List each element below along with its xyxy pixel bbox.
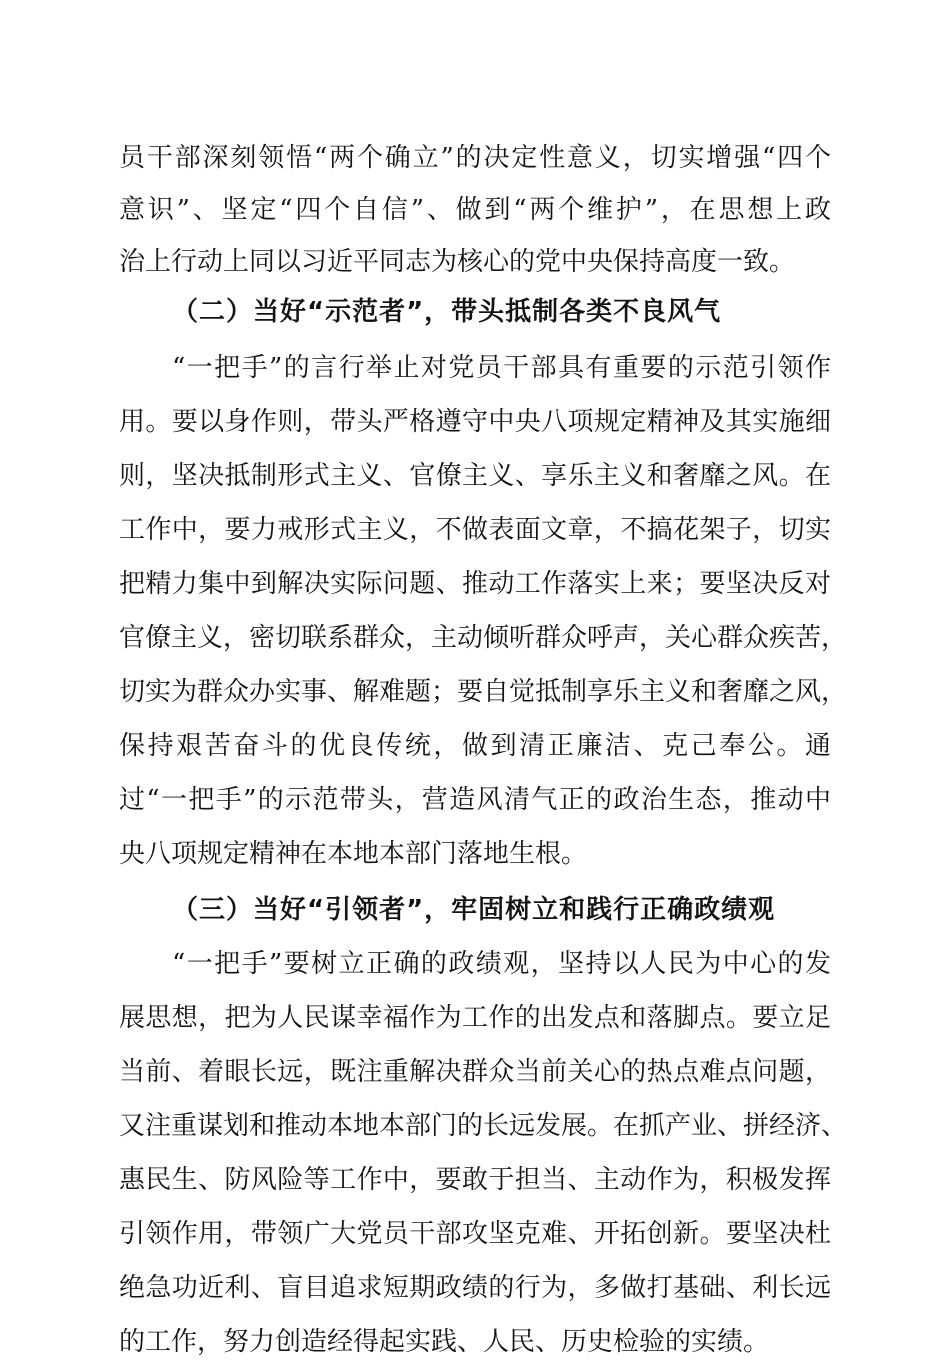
paragraph-line: 治上行动上同以习近平同志为核心的党中央保持高度一致。	[119, 247, 796, 277]
paragraph-line: “一把手”要树立正确的政绩观，坚持以人民为中心的发	[172, 949, 831, 979]
paragraph-line: 把精力集中到解决实际问题、推动工作落实上来；要坚决反对	[119, 569, 831, 599]
paragraph-line: 则，坚决抵制形式主义、官僚主义、享乐主义和奢靡之风。在	[119, 461, 831, 491]
paragraph-line: 当前、着眼长远，既注重解决群众当前关心的热点难点问题，	[119, 1057, 831, 1087]
paragraph-line: 意识”、坚定“四个自信”、做到“两个维护”，在思想上政	[119, 195, 831, 225]
paragraph-line: “一把手”的言行举止对党员干部具有重要的示范引领作	[172, 353, 831, 383]
paragraph-line: 绝急功近利、盲目追求短期政绩的行为，多做打基础、利长远	[119, 1273, 831, 1303]
paragraph-line: 惠民生、防风险等工作中，要敢于担当、主动作为，积极发挥	[119, 1165, 831, 1195]
section-heading-2: （二）当好“示范者”，带头抵制各类不良风气	[172, 297, 722, 327]
paragraph-line: 用。要以身作则，带头严格遵守中央八项规定精神及其实施细	[119, 407, 831, 437]
paragraph-line: 工作中，要力戒形式主义，不做表面文章，不搞花架子，切实	[119, 515, 831, 545]
paragraph-line: 过“一把手”的示范带头，营造风清气正的政治生态，推动中	[119, 785, 831, 815]
paragraph-line: 又注重谋划和推动本地本部门的长远发展。在抓产业、拼经济、	[119, 1111, 848, 1141]
section-heading-3: （三）当好“引领者”，牢固树立和践行正确政绩观	[172, 895, 776, 925]
paragraph-line: 保持艰苦奋斗的优良传统，做到清正廉洁、克己奉公。通	[119, 731, 831, 761]
paragraph-line: 的工作，努力创造经得起实践、人民、历史检验的实绩。	[119, 1327, 770, 1357]
paragraph-line: 官僚主义，密切联系群众，主动倾听群众呼声，关心群众疾苦，	[119, 623, 848, 653]
paragraph-line: 切实为群众办实事、解难题；要自觉抵制享乐主义和奢靡之风，	[119, 677, 848, 707]
paragraph-line: 员干部深刻领悟“两个确立”的决定性意义，切实增强“四个	[119, 143, 831, 173]
paragraph-line: 央八项规定精神在本地本部门落地生根。	[119, 839, 588, 869]
paragraph-line: 展思想，把为人民谋幸福作为工作的出发点和落脚点。要立足	[119, 1003, 831, 1033]
paragraph-line: 引领作用，带领广大党员干部攻坚克难、开拓创新。要坚决杜	[119, 1219, 831, 1249]
